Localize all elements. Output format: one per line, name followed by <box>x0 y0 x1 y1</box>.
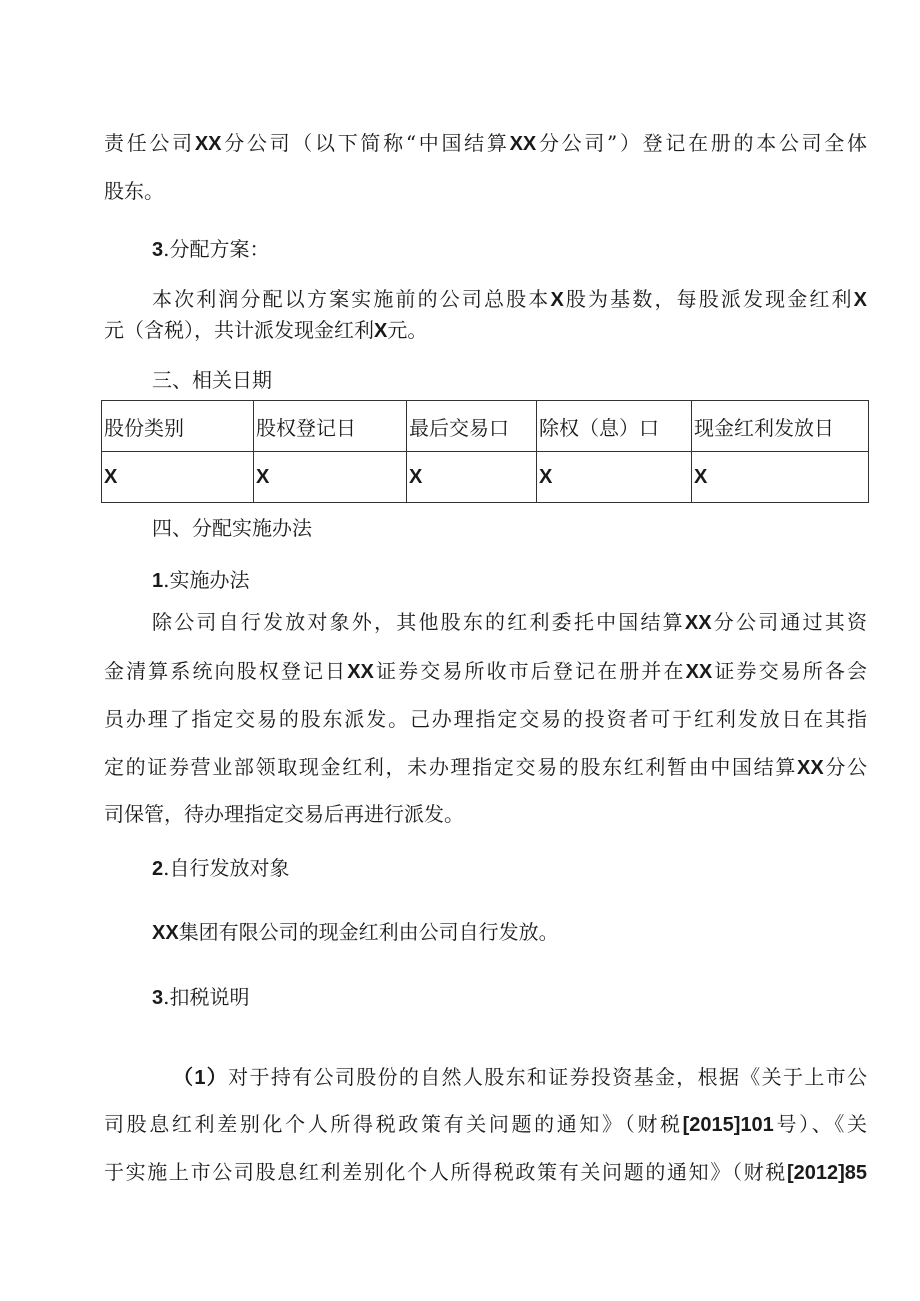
table-header-cell: 现金红利发放日 <box>692 401 869 452</box>
table-cell: X <box>254 452 407 503</box>
table-header-cell: 除权（息）口 <box>537 401 692 452</box>
table-cell: X <box>692 452 869 503</box>
text-span: [2015]101 <box>682 1114 774 1136</box>
section-label: .实施办法 <box>163 568 250 592</box>
text-span: XX <box>194 133 222 155</box>
table-row <box>102 452 869 503</box>
text-span: 于实施上市公司股息红利差别化个人所得税政策有关问题的通知》（财税 <box>104 1160 787 1184</box>
section-heading <box>152 568 249 593</box>
text-span: XX <box>685 661 713 683</box>
paragraph-line <box>104 1160 867 1185</box>
text-span: 本次利润分配以方案实施前的公司总股本 <box>152 287 551 311</box>
text-span: （1） <box>173 1067 229 1089</box>
paragraph-line <box>104 1112 867 1137</box>
text-span: 分公司（以下简称“中国结算 <box>221 131 510 155</box>
text-span: 证券交易所各会 <box>712 659 868 683</box>
section-number: 2 <box>152 858 164 880</box>
section-heading <box>152 237 269 262</box>
section-heading <box>152 985 249 1010</box>
paragraph-line: 员办理了指定交易的股东派发。己办理指定交易的投资者可于红利发放日在其指 <box>104 707 867 731</box>
paragraph-line: 司保管，待办理指定交易后再进行派发。 <box>104 802 464 826</box>
section-number: 3 <box>152 987 164 1009</box>
paragraph-line <box>104 659 867 684</box>
paragraph-line <box>173 1065 867 1090</box>
text-span: 对于持有公司股份的自然人股东和证券投资基金，根据《关于上市公 <box>228 1065 868 1089</box>
text-span: XX <box>152 922 179 944</box>
table-header-row <box>102 401 869 452</box>
text-span: XX <box>684 612 712 634</box>
text-span: 分公 <box>823 755 867 779</box>
table-cell: X <box>537 452 692 503</box>
paragraph-line: 股东。 <box>104 179 164 203</box>
text-span: [2012]85 <box>786 1162 867 1184</box>
table-cell: X <box>102 452 254 503</box>
text-span: 股为基数，每股派发现金红利 <box>563 287 854 311</box>
paragraph-line <box>152 920 559 945</box>
section-heading <box>152 856 289 881</box>
paragraph-line <box>104 318 427 343</box>
text-span: XX <box>347 661 374 683</box>
paragraph-line <box>104 755 867 780</box>
text-span: 元（含税），共计派发现金红利 <box>104 318 374 342</box>
text-span: X <box>853 289 868 311</box>
text-span: 号）、《关 <box>773 1112 868 1136</box>
section-label: .扣税说明 <box>163 985 250 1009</box>
section-label: .分配方案： <box>163 237 270 261</box>
text-span: 元。 <box>387 318 428 342</box>
text-span: 除公司自行发放对象外，其他股东的红利委托中国结算 <box>152 610 685 634</box>
section-number: 3 <box>152 239 164 261</box>
text-span: 分公司”）登记在册的本公司全体 <box>536 131 868 155</box>
table-header-cell: 股份类别 <box>102 401 254 452</box>
text-span: 责任公司 <box>104 131 195 155</box>
table-header-cell: 股权登记日 <box>254 401 407 452</box>
paragraph-line <box>104 131 867 156</box>
text-span: 定的证券营业部领取现金红利，未办理指定交易的股东红利暂由中国结算 <box>104 755 797 779</box>
paragraph-line <box>152 287 867 312</box>
text-span: XX <box>509 133 537 155</box>
text-span: 证券交易所收市后登记在册并在 <box>373 659 686 683</box>
text-span: XX <box>797 757 824 779</box>
text-span: 分公司通过其资 <box>711 610 868 634</box>
text-span: X <box>374 320 388 342</box>
table-header-cell: 最后交易口 <box>407 401 537 452</box>
text-span: 集团有限公司的现金红利由公司自行发放。 <box>178 920 559 944</box>
dates-table <box>101 400 869 503</box>
section-label: .自行发放对象 <box>163 856 290 880</box>
table-cell: X <box>407 452 537 503</box>
section-heading: 四、分配实施办法 <box>152 516 312 540</box>
section-number: 1 <box>152 570 164 592</box>
text-span: 金清算系统向股权登记日 <box>104 659 348 683</box>
text-span: 司股息红利差别化个人所得税政策有关问题的通知》（财税 <box>104 1112 683 1136</box>
text-span: X <box>550 289 564 311</box>
section-heading: 三、相关日期 <box>152 368 272 392</box>
paragraph-line <box>152 610 867 635</box>
